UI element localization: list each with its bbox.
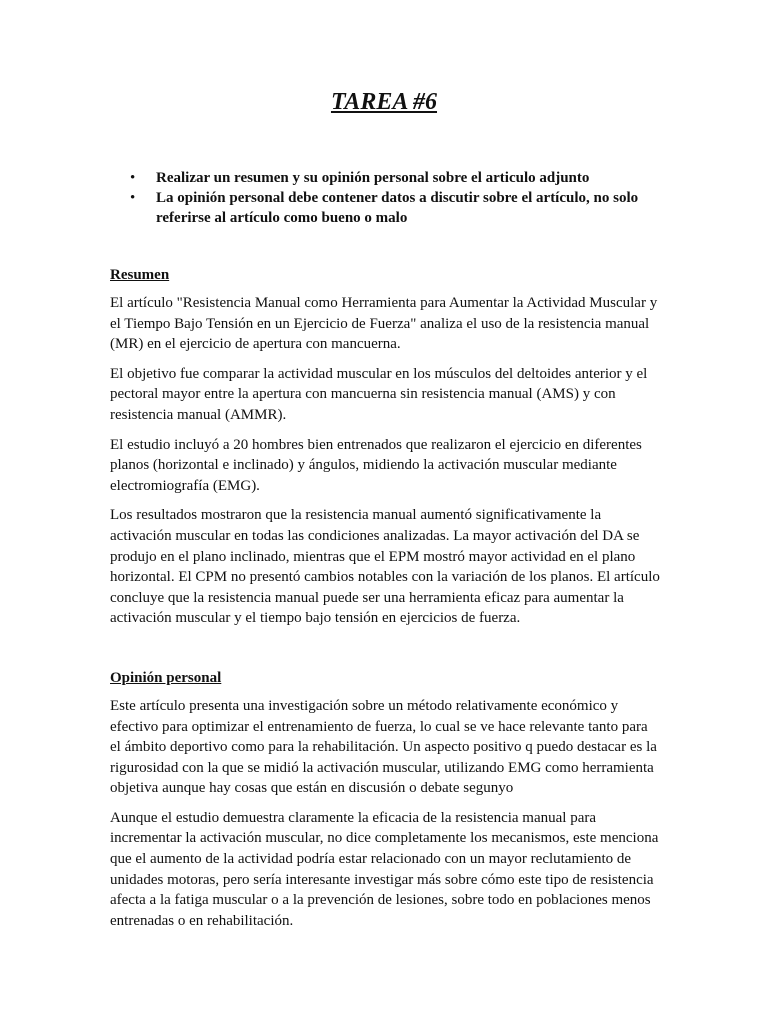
section-spacer	[110, 638, 662, 668]
opinion-paragraph: Este artículo presenta una investigación sobre un método relativamente económico y efectivo para optimizar el entrenamiento de fuerza, lo cual se ve hace relevante tanto para el ámbito deportivo como para la rehabilitación. Un aspecto positivo q puedo destacar es la rigurosidad con la que se midió la activación muscular, utilizando EMG como herramienta objetiva aunque hay cosas que están en discusión o debate segunyo	[110, 697, 657, 797]
summary-paragraph: El estudio incluyó a 20 hombres bien entrenados que realizaron el ejercicio en diferentes planos (horizontal e inclinado) y ángulos, midiendo la activación muscular mediante electromiografía (EMG).	[110, 436, 642, 494]
task-text: Realizar un resumen y su opinión personal sobre el articulo adjunto	[156, 170, 590, 186]
opinion-heading: Opinión personal	[110, 669, 222, 686]
summary-paragraph: El objetivo fue comparar la actividad muscular en los músculos del deltoides anterior y el pectoral mayor entre la apertura con mancuerna sin resistencia manual (AMS) y con resistencia manual (AMMR).	[110, 365, 648, 423]
summary-paragraph: Los resultados mostraron que la resistencia manual aumentó significativamente la activación muscular en todas las condiciones analizadas. La mayor activación del DA se produjo en el plano inclinado, mientras que el EPM mostró mayor actividad en el plano horizontal. El CPM no presentó cambios notables con la variación de los planos. El artículo concluye que la resistencia manual puede ser una herramienta eficaz para aumentar la activación muscular y el tiempo bajo tensión en ejercicios de fuerza.	[110, 507, 660, 627]
task-list	[110, 168, 670, 228]
bullet-icon: •	[130, 170, 136, 186]
task-item	[110, 168, 670, 188]
summary-heading: Resumen	[110, 267, 170, 283]
bullet-icon: •	[130, 190, 136, 206]
task-text: La opinión personal debe contener datos a discutir sobre el artículo, no solo referirse al artículo como bueno o malo	[156, 190, 639, 226]
page-title: TAREA #6	[330, 89, 438, 115]
summary-paragraph: El artículo "Resistencia Manual como Herramienta para Aumentar la Actividad Muscular y el Tiempo Bajo Tensión en un Ejercicio de Fuerza" analiza el uso de la resistencia manual (MR) en el ejercicio de apertura con mancuerna.	[110, 295, 658, 353]
task-item	[110, 188, 670, 228]
opinion-paragraph: Aunque el estudio demuestra claramente la eficacia de la resistencia manual para incrementar la activación muscular, no dice completamente los mecanismos, este menciona que el aumento de la actividad podría estar relacionado con un mayor reclutamiento de unidades motoras, pero sería interesante investigar más sobre cómo este tipo de resistencia afecta a la fatiga muscular o a la prevención de lesiones, sobre todo en poblaciones menos entrenadas o en rehabilitación.	[110, 809, 659, 929]
document-body	[110, 265, 662, 940]
